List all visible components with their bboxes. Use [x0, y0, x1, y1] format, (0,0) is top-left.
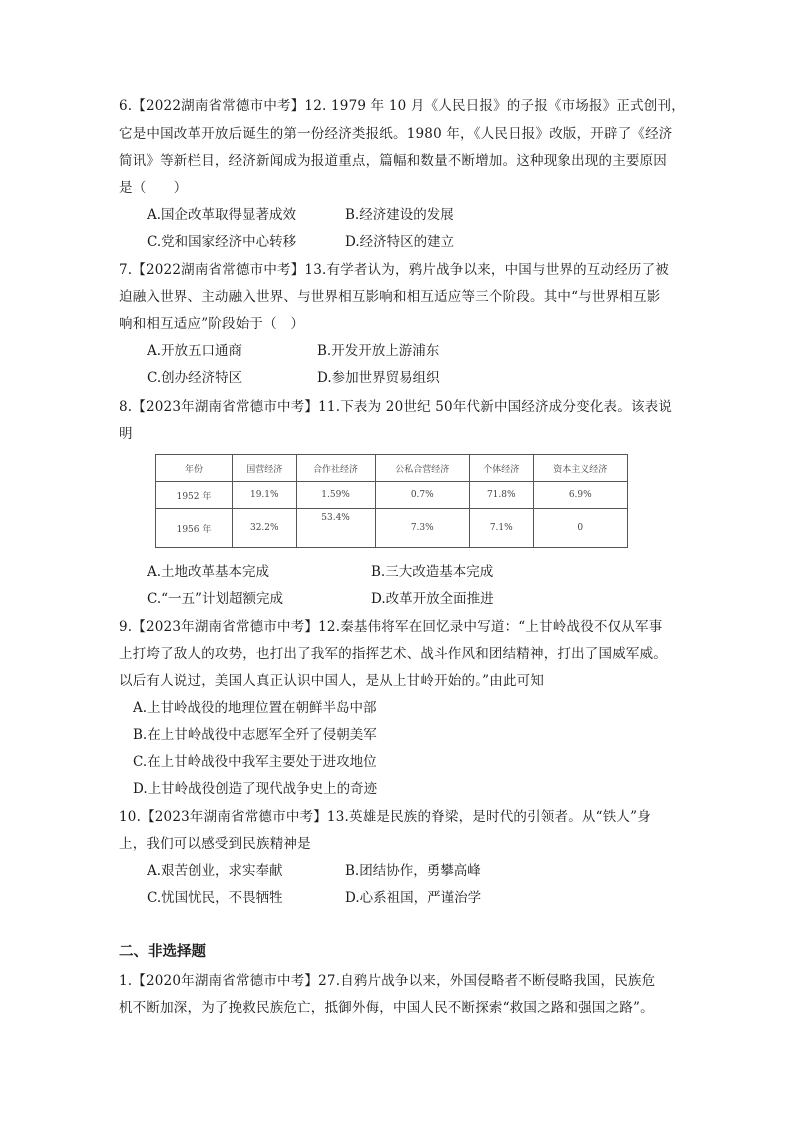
table-row: [156, 509, 628, 548]
q10-option-d: D.心系祖国，严谨治学: [345, 890, 482, 906]
q6-line-4: 是（ ）: [119, 180, 188, 196]
q7-line-3: 响和相互适应”阶段始于（ ）: [119, 316, 305, 332]
q7-option-d: D.参加世界贸易组织: [317, 370, 440, 386]
table-cell: 0: [533, 509, 627, 548]
q8-line-2: 明: [119, 426, 133, 442]
q10-option-c: C.忧国忧民，不畏牺牲: [147, 890, 283, 906]
q8-line-1: 8.【2023年湖南省常德市中考】11.下表为 20世纪 50年代新中国经济成分变化表。该表说: [119, 399, 673, 415]
q9-line-1: 9.【2023年湖南省常德市中考】12.秦基伟将军在回忆录中写道：“上甘岭战役不仅从军事: [119, 619, 663, 635]
table-header-cell: 个体经济: [469, 455, 533, 482]
q9-option-d: D.上甘岭战役创造了现代战争史上的奇迹: [133, 781, 378, 797]
q8-option-a: A.土地改革基本完成: [147, 564, 270, 580]
table-cell: 7.3%: [375, 509, 469, 548]
economy-table: [155, 454, 628, 548]
q10-line-2: 上，我们可以感受到民族精神是: [119, 836, 311, 852]
q6-line-2: 它是中国改革开放后诞生的第一份经济类报纸。1980 年，《人民日报》改版，开辟了《经济: [119, 126, 673, 142]
q9-option-c: C.在上甘岭战役中我军主要处于进攻地位: [133, 754, 377, 770]
table-cell: 7.1%: [469, 509, 533, 548]
s2-q1-line-1: 1.【2020年湖南省常德市中考】27.自鸦片战争以来，外国侵略者不断侵略我国，民族危: [119, 973, 656, 989]
table-header-cell: 公私合营经济: [375, 455, 469, 482]
q10-option-a: A.艰苦创业，求实奉献: [147, 863, 283, 879]
table-row: [156, 482, 628, 509]
q9-option-a: A.上甘岭战役的地理位置在朝鲜半岛中部: [133, 700, 377, 716]
table-cell: 53.4%: [296, 509, 375, 548]
q6-option-a: A.国企改革取得显著成效: [147, 207, 297, 223]
table-cell: 32.2%: [233, 509, 297, 548]
q9-option-b: B.在上甘岭战役中志愿军全歼了侵朝美军: [133, 727, 377, 743]
q8-option-c: C.“一五”计划超额完成: [147, 591, 283, 607]
table-header-row: [156, 455, 628, 482]
table-cell: 1952 年: [156, 482, 233, 509]
q9-line-3: 以后有人说过，美国人真正认识中国人，是从上甘岭开始的。”由此可知: [119, 673, 545, 689]
q7-option-b: B.开发开放上游浦东: [317, 343, 440, 359]
table-cell: 1.59%: [296, 482, 375, 509]
section-title: 二、非选择题: [119, 944, 206, 960]
q6-option-b: B.经济建设的发展: [345, 207, 454, 223]
q6-option-c: C.党和国家经济中心转移: [147, 234, 297, 250]
table-header-cell: 合作社经济: [296, 455, 375, 482]
table-cell: 1956 年: [156, 509, 233, 548]
q7-line-1: 7.【2022湖南省常德市中考】13.有学者认为，鸦片战争以来，中国与世界的互动经历了被: [119, 262, 670, 278]
q10-option-b: B.团结协作，勇攀高峰: [345, 863, 481, 879]
q6-line-3: 简讯》等新栏目，经济新闻成为报道重点，篇幅和数量不断增加。这种现象出现的主要原因: [119, 153, 667, 169]
s2-q1-line-2: 机不断加深，为了挽救民族危亡，抵御外侮，中国人民不断探索“救国之路和强国之路”。: [119, 1000, 654, 1016]
table-header-cell: 年份: [156, 455, 233, 482]
table-header-cell: 国营经济: [233, 455, 297, 482]
table-cell: 0.7%: [375, 482, 469, 509]
table-cell: 6.9%: [533, 482, 627, 509]
q8-option-b: B.三大改造基本完成: [371, 564, 494, 580]
q6-option-d: D.经济特区的建立: [345, 234, 455, 250]
q6-line-1: 6.【2022湖南省常德市中考】12. 1979 年 10 月《人民日报》的子报《市场报》正式创刊，: [119, 98, 685, 114]
q7-option-a: A.开放五口通商: [147, 343, 243, 359]
table-cell: 71.8%: [469, 482, 533, 509]
table-cell: 19.1%: [233, 482, 297, 509]
q10-line-1: 10.【2023年湖南省常德市中考】13.英雄是民族的脊梁，是时代的引领者。从“铁人”身: [119, 809, 651, 825]
q7-option-c: C.创办经济特区: [147, 370, 243, 386]
q8-option-d: D.改革开放全面推进: [371, 591, 494, 607]
q7-line-2: 迫融入世界、主动融入世界、与世界相互影响和相互适应等三个阶段。其中“与世界相互影: [119, 289, 661, 305]
q9-line-2: 上打垮了敌人的攻势，也打出了我军的指挥艺术、战斗作风和团结精神，打出了国威军威。: [119, 646, 667, 662]
table-header-cell: 资本主义经济: [533, 455, 627, 482]
